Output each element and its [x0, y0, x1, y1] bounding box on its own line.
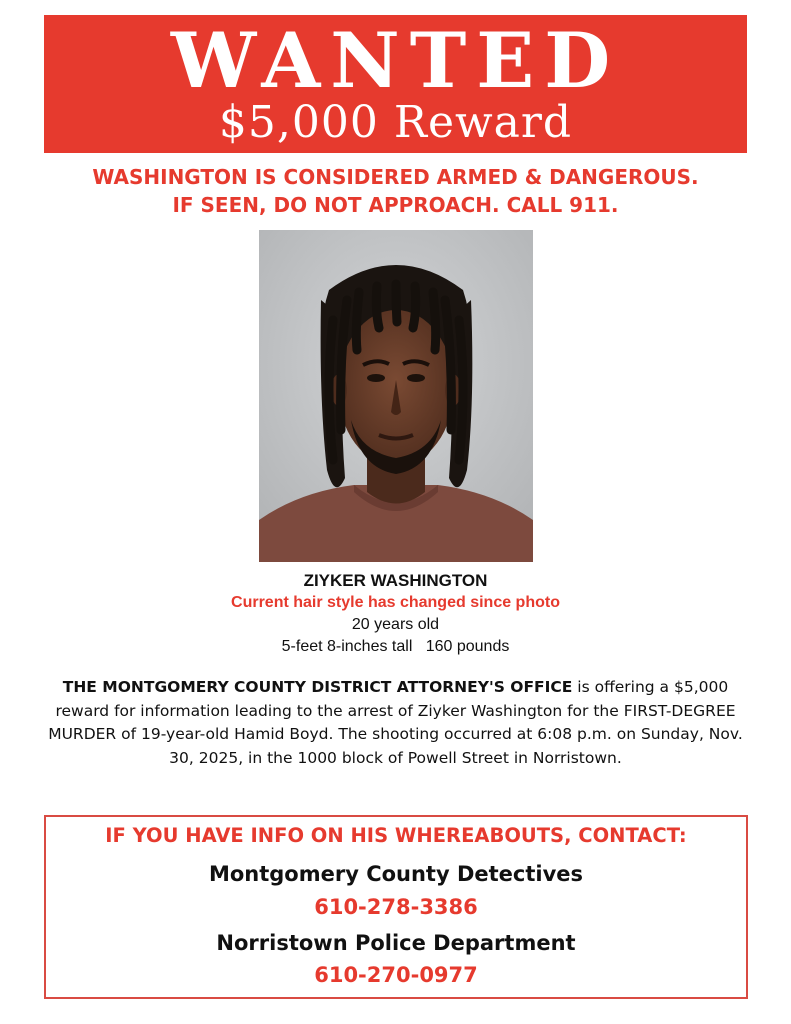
suspect-name: ZIYKER WASHINGTON — [303, 571, 488, 590]
contact-heading: IF YOU HAVE INFO ON HIS WHEREABOUTS, CONTACT: — [105, 824, 687, 847]
wanted-title: WANTED — [170, 16, 621, 105]
mugshot-photo-icon — [259, 230, 533, 562]
reward-amount: $5,000 Reward — [218, 97, 573, 148]
suspect-photo — [259, 230, 533, 562]
case-description-body: is offering a $5,000 reward for information leading to the arrest of Ziyker Washington for the FIRST-DEGREE MURDER of 19-year-old Hamid Boyd. The shooting occurred at 6:08 p.m. on Sunday, Nov. 30, 2025, in the 1000 block of Powell Street in Norristown. — [48, 678, 743, 767]
phone-police[interactable]: 610-270-0977 — [314, 963, 478, 987]
phone-detectives[interactable]: 610-278-3386 — [314, 895, 478, 919]
warning-line-2: IF SEEN, DO NOT APPROACH. CALL 911. — [172, 193, 619, 217]
armed-dangerous-warning — [20, 163, 771, 219]
agency-name-detectives: Montgomery County Detectives — [208, 862, 584, 886]
case-description — [40, 676, 751, 770]
warning-line-1: WASHINGTON IS CONSIDERED ARMED & DANGEROUS. — [92, 165, 699, 189]
suspect-age: 20 years old — [351, 616, 440, 633]
hair-style-note: Current hair style has changed since photo — [231, 594, 560, 611]
wanted-banner — [44, 15, 747, 153]
agency-name-police: Norristown Police Department — [216, 931, 576, 955]
issuing-office: THE MONTGOMERY COUNTY DISTRICT ATTORNEY'S OFFICE — [62, 678, 573, 696]
suspect-height-weight: 5-feet 8-inches tall 160 pounds — [281, 638, 510, 655]
contact-box — [44, 815, 748, 999]
